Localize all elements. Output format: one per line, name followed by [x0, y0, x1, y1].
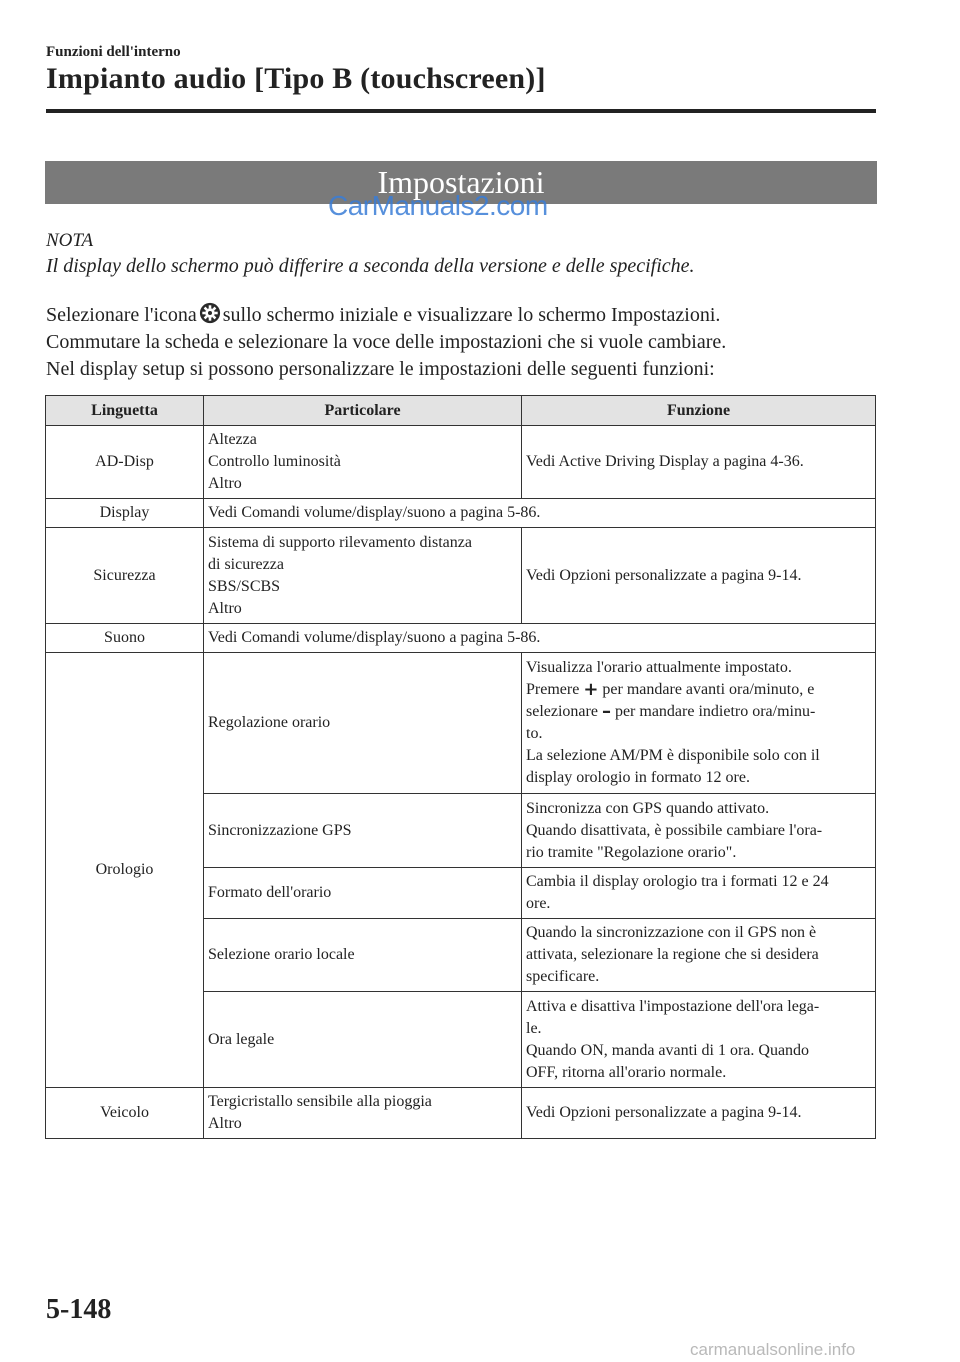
page-number: 5-148	[46, 1294, 112, 1325]
intro-line-1-post: sullo schermo iniziale e visualizzare lo schermo Impostazioni.	[222, 304, 721, 326]
row-function: Vedi Opzioni personalizzate a pagina 9-14.	[522, 1088, 876, 1139]
table-row	[46, 653, 876, 794]
section-banner: Impostazioni	[45, 161, 877, 204]
page-title: Impianto audio [Tipo B (touchscreen)]	[46, 62, 546, 95]
intro-line-1	[46, 302, 876, 329]
intro-text	[46, 302, 876, 383]
plus-icon: +	[583, 679, 599, 700]
table-row	[46, 499, 876, 528]
note-label: NOTA	[46, 230, 94, 251]
row-items: Altezza Controllo luminosità Altro	[204, 426, 522, 499]
row-function: Visualizza l'orario attualmente impostato. Premere + per mandare avanti ora/minuto, e selezionare – per mandare indietro ora/minu- to. La selezione AM/PM è disponibile solo con il display orologio in formato 12 ore.	[522, 653, 876, 794]
row-tab: AD-Disp	[46, 426, 204, 499]
row-function: Quando la sincronizzazione con il GPS non è attivata, selezionare la regione che si desidera specificare.	[522, 919, 876, 992]
table-row	[46, 1088, 876, 1139]
intro-line-3: Nel display setup si possono personalizzare le impostazioni delle seguenti funzioni:	[46, 358, 715, 380]
row-items: Sincronizzazione GPS	[204, 794, 522, 868]
row-function: Sincronizza con GPS quando attivato. Quando disattivata, è possibile cambiare l'ora- rio tramite "Regolazione orario".	[522, 794, 876, 868]
note-text: Il display dello schermo può differire a seconda della versione e delle specifiche.	[46, 255, 695, 277]
row-tab: Suono	[46, 624, 204, 653]
row-tab: Sicurezza	[46, 528, 204, 624]
row-items: Ora legale	[204, 992, 522, 1088]
row-function: Attiva e disattiva l'impostazione dell'ora lega- le. Quando ON, manda avanti di 1 ora. Quando OFF, ritorna all'orario normale.	[522, 992, 876, 1088]
intro-line-2: Commutare la scheda e selezionare la voce delle impostazioni che si vuole cambiare.	[46, 331, 727, 353]
row-function: Vedi Active Driving Display a pagina 4-36.	[522, 426, 876, 499]
watermark: CarManuals2.com	[328, 190, 548, 221]
row-function: Cambia il display orologio tra i formati 12 e 24 ore.	[522, 868, 876, 919]
row-items: Sistema di supporto rilevamento distanza di sicurezza SBS/SCBS Altro	[204, 528, 522, 624]
header-particolare: Particolare	[204, 396, 522, 426]
row-tab: Orologio	[46, 653, 204, 1088]
row-tab: Veicolo	[46, 1088, 204, 1139]
header-linguetta: Linguetta	[46, 396, 204, 426]
intro-line-1-pre: Selezionare l'icona	[46, 304, 197, 326]
row-tab: Display	[46, 499, 204, 528]
chapter-label: Funzioni dell'interno	[46, 44, 181, 60]
row-items: Formato dell'orario	[204, 868, 522, 919]
gear-icon	[199, 302, 221, 324]
table-header-row	[46, 396, 876, 426]
table-row	[46, 624, 876, 653]
row-function: Vedi Comandi volume/display/suono a pagina 5-86.	[204, 499, 876, 528]
row-items: Regolazione orario	[204, 653, 522, 794]
title-divider	[46, 109, 876, 113]
row-items: Tergicristallo sensibile alla pioggia Altro	[204, 1088, 522, 1139]
row-function: Vedi Opzioni personalizzate a pagina 9-14.	[522, 528, 876, 624]
table-row	[46, 426, 876, 499]
row-items: Selezione orario locale	[204, 919, 522, 992]
row-function: Vedi Comandi volume/display/suono a pagina 5-86.	[204, 624, 876, 653]
minus-icon: –	[601, 701, 611, 722]
header-funzione: Funzione	[522, 396, 876, 426]
table-row	[46, 528, 876, 624]
footer-watermark: carmanualsonline.info	[690, 1340, 856, 1359]
settings-table	[45, 395, 876, 1139]
